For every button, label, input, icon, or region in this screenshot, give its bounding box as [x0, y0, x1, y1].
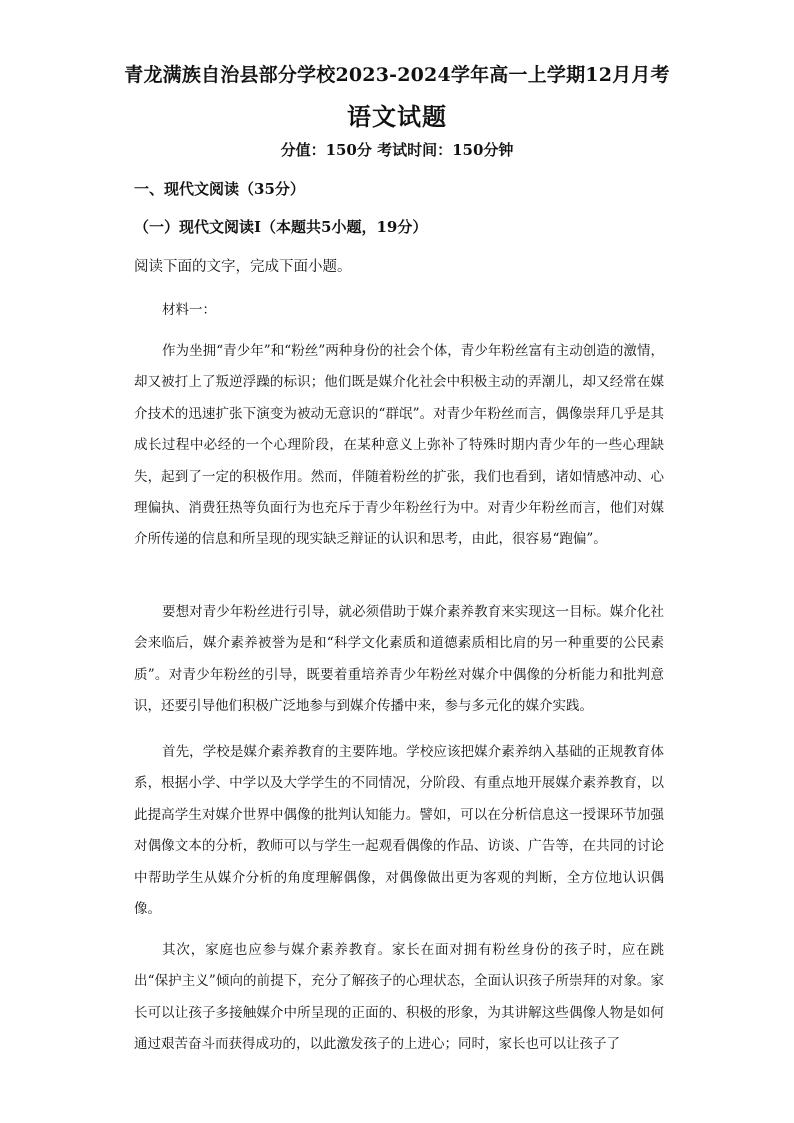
material-paragraph: 要想对青少年粉丝进行引导，就必须借助于媒介素养教育来实现这一目标。媒介化社会来临后，媒介素养被誉为是和“科学文化素质和道德素质相比肩的另一种重要的公民素质”。对青少年粉丝的引导，既要着重培养青少年粉丝对媒介中偶像的分析能力和批判意识，还要引导他们积极广泛地参与到媒介传播中来，参与多元化的媒介实践。 — [134, 604, 664, 715]
subject-title: 语文试题 — [347, 102, 447, 131]
subsection-heading: （一）现代文阅读Ⅰ（本题共5小题，19分） — [134, 218, 428, 236]
material-paragraph: 首先，学校是媒介素养教育的主要阵地。学校应该把媒介素养纳入基础的正规教育体系，根据小学、中学以及大学学生的不同情况，分阶段、有重点地开展媒介素养教育，以此提高学生对媒介世界中偶像的批判认知能力。譬如，可以在分析信息这一授课环节加强对偶像文本的分析，教师可以与学生一起观看偶像的作品、访谈、广告等，在共同的讨论中帮助学生从媒介分析的角度理解偶像，对偶像做出更为客观的判断，全方位地认识偶像。 — [134, 744, 664, 918]
material-label: 材料一： — [162, 302, 216, 318]
material-paragraph: 其次，家庭也应参与媒介素养教育。家长在面对拥有粉丝身份的孩子时，应在跳出“保护主义”倾向的前提下，充分了解孩子的心理状态，全面认识孩子所崇拜的对象。家长可以让孩子多接触媒介中所呈现的正面的、积极的形象，为其讲解这些偶像人物是如何通过艰苦奋斗而获得成功的，以此激发孩子的上进心；同时，家长也可以让孩子了 — [134, 942, 664, 1053]
reading-instruction: 阅读下面的文字，完成下面小题。 — [134, 259, 352, 275]
section-heading-part1: 一、现代文阅读（35分） — [134, 180, 305, 198]
score-and-time: 分值：150分 考试时间：150分钟 — [280, 141, 514, 159]
exam-title: 青龙满族自治县部分学校2023-2024学年高一上学期12月月考 — [124, 64, 670, 86]
material-paragraph: 作为坐拥“青少年”和“粉丝”两种身份的社会个体，青少年粉丝富有主动创造的激情，却又被打上了叛逆浮躁的标识；他们既是媒介化社会中积极主动的弄潮儿，却又经常在媒介技术的迅速扩张下演变为被动无意识的“群氓”。对青少年粉丝而言，偶像崇拜几乎是其成长过程中必经的一个心理阶段，在某种意义上弥补了特殊时期内青少年的一些心理缺失，起到了一定的积极作用。然而，伴随着粉丝的扩张，我们也看到，诸如情感冲动、心理偏执、消费狂热等负面行为也充斥于青少年粉丝行为中。对青少年粉丝而言，他们对媒介所传递的信息和所呈现的现实缺乏辩证的认识和思考，由此，很容易“跑偏”。 — [134, 343, 664, 548]
